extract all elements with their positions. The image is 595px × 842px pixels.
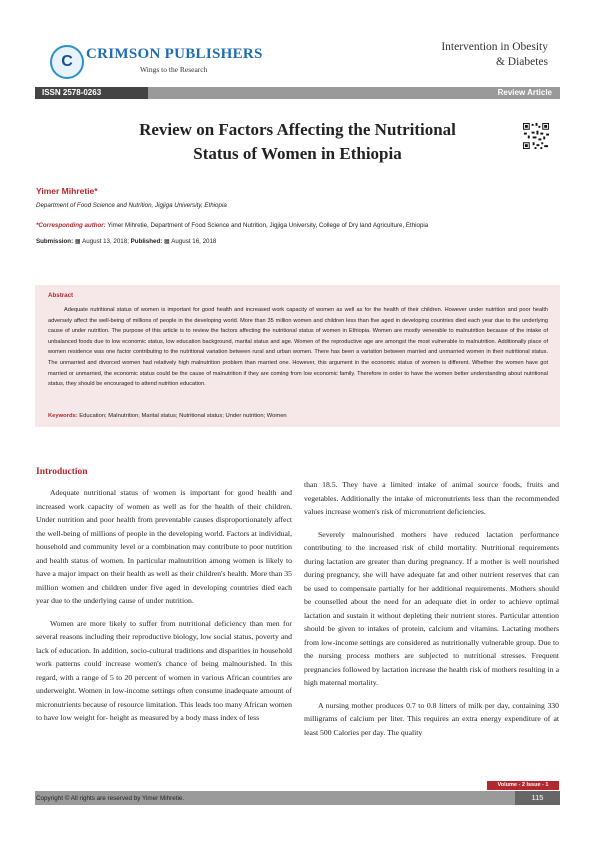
introduction-heading: Introduction: [36, 467, 88, 477]
published-label: Published:: [130, 238, 163, 245]
corresponding-author-label: *Corresponding author:: [36, 222, 106, 229]
publisher-tagline: Wings to the Research: [140, 65, 208, 74]
corresponding-author-text: Yimer Mihretie, Department of Food Science and Nutrition, Jigjiga University, College of Dry land Agriculture, Ethiopia: [105, 222, 429, 229]
author-name: Yimer Mihretie*: [36, 186, 98, 196]
publisher-name: CRIMSON PUBLISHERS: [86, 46, 263, 62]
journal-name: [380, 40, 548, 70]
keywords-list: Education; Malnutrition; Marital status; Nutritional status; Under nutrition; Women: [77, 413, 287, 419]
paragraph: Women are more likely to suffer from nutritional deficiency than men for several reasons including their reproductive biology, low social status, poverty and lack of education. In addition, socio-cultural traditions and disparities in household work patterns could increase women's chance of being malnourished. In this regard, with a range of 5 to 20 percent of women in various African countries are underweight. Women in low-income settings often consume inadequate amount of micronutrients because of resource limitation. This leads too many African women to have low weight for- height as measured by a body mass index of less: [36, 618, 292, 722]
journal-name-line1: Intervention in Obesity: [441, 41, 548, 53]
publisher-logo-icon: C: [50, 45, 84, 79]
article-type-label: Review Article: [497, 88, 552, 97]
page-number: 115: [515, 791, 560, 805]
qr-code-icon[interactable]: [522, 122, 550, 150]
published-date: August 16, 2018: [171, 238, 217, 245]
author-affiliation: Department of Food Science and Nutrition, Jigjiga University, Ethiopia: [36, 202, 227, 209]
volume-issue-badge: Volume - 2 Issue - 1: [487, 781, 559, 790]
paragraph: than 18.5. They have a limited intake of animal source foods, fruits and vegetables. Additionally the intake of micronutrients less than the recommended values increase women's risk of micronutrient deficiencies.: [304, 480, 559, 516]
issn-label: ISSN 2578-0263: [42, 88, 102, 97]
copyright-notice: Copyright © All rights are reserved by Yimer Mihretie.: [36, 795, 185, 802]
calendar-icon: ▦: [164, 238, 170, 245]
article-title-line1: Review on Factors Affecting the Nutritional: [139, 120, 456, 139]
abstract-text: Adequate nutritional status of women is important for good health and increased work capacity of women as well as for the health of their children. However under nutrition and poor health adversely affect the well-being of millions of people in the developing world. More than 35 million women and children less than five aged in developing countries died each year due to the underlying cause of under nutrition. The purpose of this article is to review the factors affecting the nutritional status of women in Ethiopia. Women are mostly venerable to malnutrition because of the intake of unbalanced foods due to low economic status, low education background, marital status and age. Women of the reproductive age are amongst the most vulnerable to malnutrition. Additionally place of women residence was one factor contributing to the nutritional variation between rural and urban women. There has been a variation between married and unmarried women in their nutritional status. The unmarried and divorced women had relatively high malnutrition problem than married one. However, this argument in the economic status of women is different. Whether the women have got married or unmarried, the economic status could be the cause of malnutrition if they are coming from low economic family. Therefore in order to have the women better understanding about nutritional status, they should be encouraged to attend nutrition education.: [48, 307, 548, 388]
body-column-right: [304, 478, 559, 748]
corresponding-author: [36, 222, 428, 229]
paragraph: A nursing mother produces 0.7 to 0.8 litters of milk per day, containing 330 milligrams of calcium per liter. This requires an extra energy expenditure of at least 500 Calories per day. The quality: [304, 700, 559, 737]
keywords: [48, 413, 548, 419]
paragraph: Severely malnourished mothers have reduced lactation performance contributing to the increased risk of child mortality. Nutritional requirements during lactation are greater than during pregnancy. If a mother is well nourished during pregnancy, she will have adequate fat and other nutrient reserves that can be used to compensate partially for her additional requirements. Mothers should be counselled about the need for an adequate diet in order to achieve optimal lactation and sustain it without depleting their nutrient stores. Particular attention should be given to intakes of protein, calcium and vitamins. Lactating mothers from low-income settings are considered as nutritionally vulnerable group. Due to the nursing process mothers are subjected to nutritional stresses. Frequent pregnancies followed by lactation increase the health risk of mothers resulting in a high maternal mortality.: [304, 529, 559, 687]
body-column-left: [36, 486, 292, 734]
journal-name-line2: & Diabetes: [495, 56, 548, 68]
abstract-heading: Abstract: [48, 292, 74, 299]
calendar-icon: ▦: [74, 238, 81, 245]
article-dates: [36, 238, 216, 245]
submission-date: August 13, 2018;: [82, 238, 129, 245]
submission-label: Submission:: [36, 238, 74, 245]
article-title-line2: Status of Women in Ethiopia: [193, 144, 402, 163]
paragraph: Adequate nutritional status of women is important for good health and increased work capacity of women as well as for the health of their children. Under nutrition and poor health from preventable causes disproportionately affect the well-being of millions of people in the developing world. Factors at individual, household and community level or a combination may contribute to poor nutrition and health status of women. In particular malnutrition among women is likely to have a major impact on their health as well as their children's health. More than 35 million women and children under five aged in developing countries died each year due to the underlying cause of under nutrition.: [36, 488, 292, 605]
keywords-label: Keywords:: [48, 413, 78, 419]
article-title: [70, 118, 525, 166]
